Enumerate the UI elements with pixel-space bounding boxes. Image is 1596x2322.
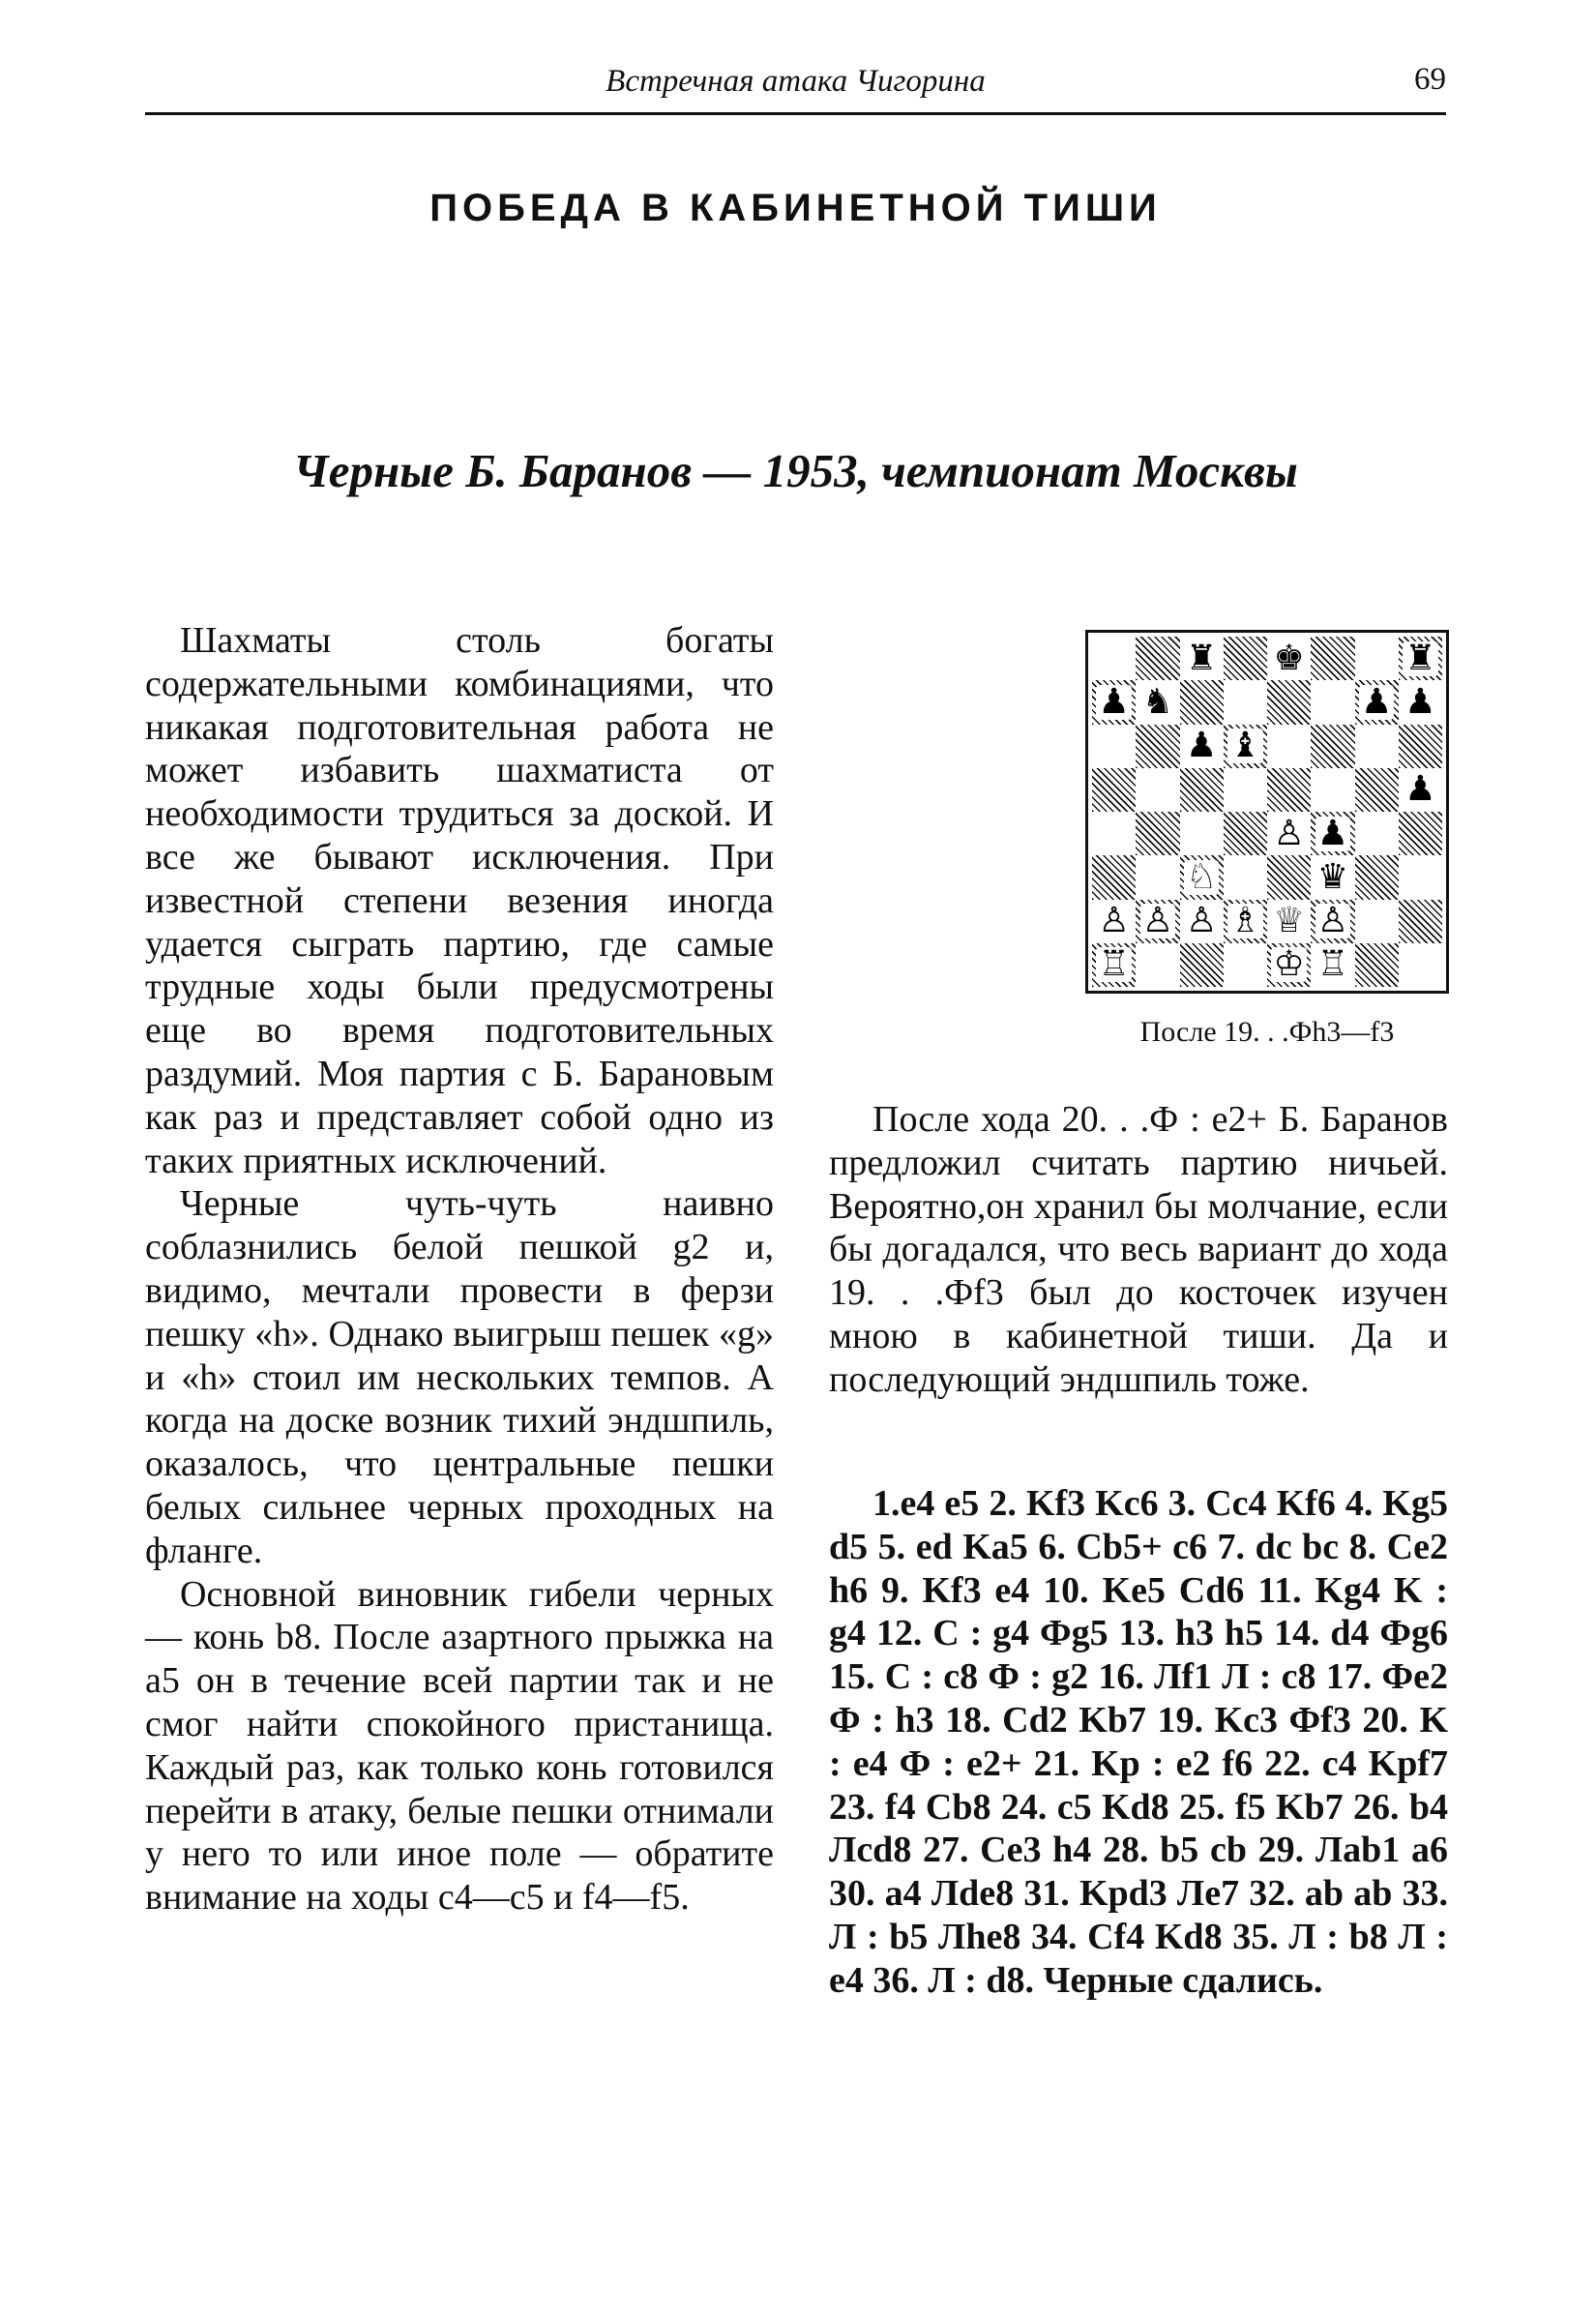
- square-e2: [1267, 900, 1311, 943]
- chess-piece: ♙: [1141, 901, 1174, 941]
- diagram-caption: После 19. . .Фh3—f3: [1139, 1016, 1395, 1048]
- square-f4: [1311, 812, 1354, 855]
- square-b6: [1136, 725, 1179, 768]
- chess-piece: ♝: [1229, 726, 1261, 766]
- square-a7: [1092, 680, 1136, 724]
- square-d8: [1224, 637, 1267, 680]
- game-subtitle: Черные Б. Баранов — 1953, чемпионат Москвы: [293, 444, 1298, 497]
- square-e7: [1267, 680, 1311, 724]
- right-column-comment: [829, 1098, 1448, 1402]
- square-g4: [1355, 812, 1399, 855]
- square-b2: [1136, 900, 1179, 943]
- square-f1: [1311, 943, 1354, 987]
- square-h5: [1399, 768, 1442, 812]
- page-number: 69: [1414, 62, 1446, 97]
- paragraph-draw-offer: После хода 20. . .Ф : e2+ Б. Баранов предложил считать партию ничьей. Вероятно,он хранил бы молчание, если бы догадался, что весь вариант до хода 19. . .Фf3 был до косточек изучен мною в кабинетной тиши. Да и последующий эндшпиль тоже.: [829, 1099, 1448, 1400]
- square-d5: [1224, 768, 1267, 812]
- chess-piece: ♟: [1404, 769, 1436, 810]
- square-g8: [1355, 637, 1399, 680]
- left-column: [145, 619, 774, 1920]
- chess-piece: ♟: [1316, 813, 1349, 853]
- chess-piece: ♚: [1273, 638, 1305, 678]
- square-e4: [1267, 812, 1311, 855]
- square-g6: [1355, 725, 1399, 768]
- square-h8: [1399, 637, 1442, 680]
- chess-piece: ♟: [1185, 726, 1218, 766]
- chess-piece: ♙: [1316, 901, 1349, 941]
- square-e6: [1267, 725, 1311, 768]
- square-d4: [1224, 812, 1267, 855]
- square-d3: [1224, 855, 1267, 899]
- game-moves: [829, 1482, 1448, 2003]
- square-g1: [1355, 943, 1399, 987]
- square-g7: [1355, 680, 1399, 724]
- square-b5: [1136, 768, 1179, 812]
- chess-piece: ♞: [1141, 681, 1174, 722]
- square-e1: [1267, 943, 1311, 987]
- square-a1: [1092, 943, 1136, 987]
- square-g5: [1355, 768, 1399, 812]
- square-a5: [1092, 768, 1136, 812]
- move-list: 1.e4 e5 2. Kf3 Kc6 3. Cc4 Kf6 4. Kg5 d5 5. ed Ka5 6. Cb5+ c6 7. dc bc 8. Ce2 h6 9. Kf3 e4 10. Ke5 Cd6 11. Kg4 K : g4 12. C : g4 Фg5 13. h3 h5 14. d4 Фg6 15. C : c8 Ф : g2 16. Лf1 Л : c8 17. Фe2 Ф : h3 18. Cd2 Kb7 19. Kc3 Фf3 20. K : e4 Ф : e2+ 21. Kp : e2 f6 22. c4 Kpf7 23. f4 Cb8 24. c5 Kd8 25. f5 Kb7 26. b4 Лcd8 27. Ce3 h4 28. b5 cb 29. Лab1 a6 30. a4 Лde8 31. Kpd3 Лe7 32. ab ab 33. Л : b5 Лhe8 34. Cf4 Kd8 35. Л : b8 Л : e4 36. Л : d8. Черные сдались.: [829, 1483, 1448, 2001]
- square-h7: [1399, 680, 1442, 724]
- square-c8: [1180, 637, 1224, 680]
- chess-piece: ♟: [1098, 681, 1130, 722]
- running-head: [145, 56, 1446, 114]
- square-f6: [1311, 725, 1354, 768]
- square-b8: [1136, 637, 1179, 680]
- square-a3: [1092, 855, 1136, 899]
- square-f2: [1311, 900, 1354, 943]
- chess-piece: ♙: [1098, 901, 1130, 941]
- chess-piece: ♟: [1360, 681, 1393, 722]
- square-b3: [1136, 855, 1179, 899]
- square-b1: [1136, 943, 1179, 987]
- square-a8: [1092, 637, 1136, 680]
- square-a6: [1092, 725, 1136, 768]
- chess-piece: ♟: [1404, 681, 1436, 722]
- square-c4: [1180, 812, 1224, 855]
- square-f3: [1311, 855, 1354, 899]
- running-title: Встречная атака Чигорина: [606, 64, 986, 99]
- chess-piece: ♛: [1316, 856, 1349, 897]
- header-rule: [145, 112, 1446, 115]
- square-d7: [1224, 680, 1267, 724]
- square-h3: [1399, 855, 1442, 899]
- square-a2: [1092, 900, 1136, 943]
- square-c3: [1180, 855, 1224, 899]
- chess-piece: ♖: [1316, 944, 1349, 985]
- square-c1: [1180, 943, 1224, 987]
- square-f5: [1311, 768, 1354, 812]
- chess-piece: ♔: [1273, 944, 1305, 985]
- square-h1: [1399, 943, 1442, 987]
- square-b4: [1136, 812, 1179, 855]
- square-c6: [1180, 725, 1224, 768]
- square-g2: [1355, 900, 1399, 943]
- chess-piece: ♜: [1404, 638, 1436, 678]
- chapter-title: ПОБЕДА В КАБИНЕТНОЙ ТИШИ: [429, 187, 1162, 229]
- chess-piece: ♙: [1185, 901, 1218, 941]
- square-a4: [1092, 812, 1136, 855]
- square-h4: [1399, 812, 1442, 855]
- square-d1: [1224, 943, 1267, 987]
- chess-piece: ♖: [1098, 944, 1130, 985]
- paragraph-pawns: Черные чуть-чуть наивно соблазнились белой пешкой g2 и, видимо, мечтали провести в ферзи пешку «h». Однако выигрыш пешек «g» и «h» стоил им нескольких темпов. А когда на доске возник тихий эндшпиль, оказалось, что центральные пешки белых сильнее черных проходных на фланге.: [145, 1183, 774, 1571]
- square-e5: [1267, 768, 1311, 812]
- square-d2: [1224, 900, 1267, 943]
- chess-piece: ♜: [1185, 638, 1218, 678]
- square-g3: [1355, 855, 1399, 899]
- square-e3: [1267, 855, 1311, 899]
- chess-diagram: [1085, 630, 1449, 994]
- square-h6: [1399, 725, 1442, 768]
- chess-piece: ♗: [1229, 901, 1261, 941]
- square-b7: [1136, 680, 1179, 724]
- chess-piece: ♕: [1273, 901, 1305, 941]
- square-f7: [1311, 680, 1354, 724]
- square-c2: [1180, 900, 1224, 943]
- square-c7: [1180, 680, 1224, 724]
- square-d6: [1224, 725, 1267, 768]
- chess-piece: ♘: [1185, 856, 1218, 897]
- paragraph-knight: Основной виновник гибели черных — конь b8. После азартного прыжка на a5 он в течение всей партии так и не смог найти спокойного пристанища. Каждый раз, как только конь готовился перейти в атаку, белые пешки отнимали у него то или иное поле — обратите внимание на ходы c4—c5 и f4—f5.: [145, 1573, 774, 1919]
- square-h2: [1399, 900, 1442, 943]
- paragraph-intro: Шахматы столь богаты содержательными комбинациями, что никакая подготовительная работа не может избавить шахматиста от необходимости трудиться за доской. И все же бывают исключения. При известной степени везения иногда удается сыграть партию, где самые трудные ходы были предусмотрены еще во время подготовительных раздумий. Моя партия с Б. Барановым как раз и представляет собой одно из таких приятных исключений.: [145, 620, 774, 1181]
- chess-piece: ♙: [1273, 813, 1305, 853]
- square-f8: [1311, 637, 1354, 680]
- square-c5: [1180, 768, 1224, 812]
- chess-board: [1092, 637, 1442, 987]
- square-e8: [1267, 637, 1311, 680]
